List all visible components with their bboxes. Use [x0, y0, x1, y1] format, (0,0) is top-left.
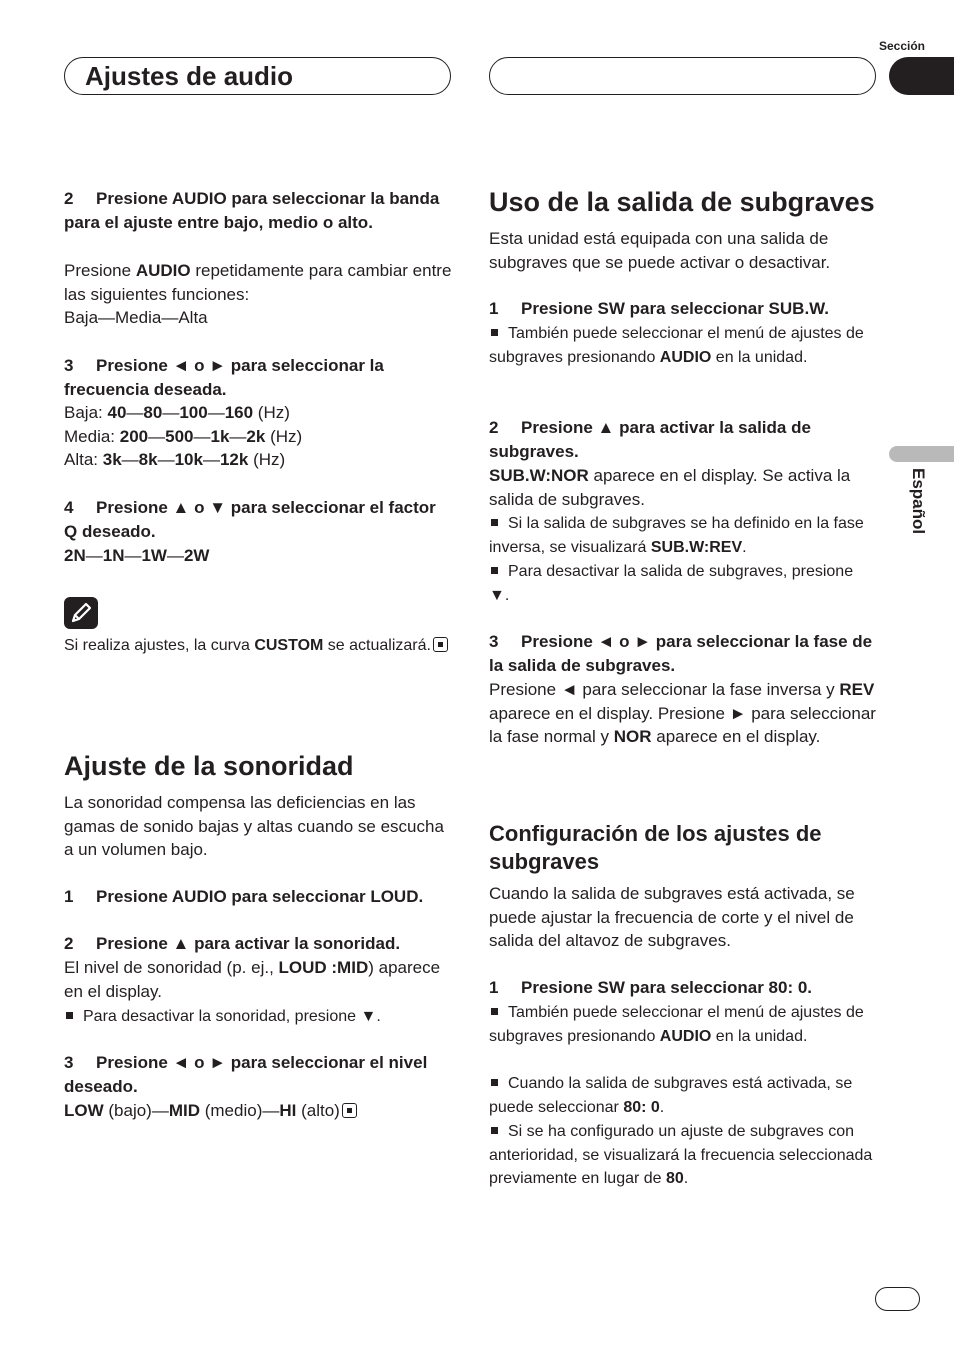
loud-step-2: [64, 932, 452, 956]
value: 100: [179, 403, 208, 422]
step-title: Presione ▲ para activar la sonoridad.: [96, 934, 401, 953]
text: Si la salida de subgraves se ha definido en la fase inversa, se visualizará: [489, 515, 864, 556]
text: (alto): [296, 1101, 340, 1120]
text: .: [659, 1098, 665, 1116]
text-bold: LOUD :MID: [278, 958, 369, 977]
step-number: 3: [64, 356, 74, 375]
text: También puede seleccionar el menú de ajustes de subgraves presionando: [489, 325, 864, 366]
text-bold: AUDIO: [135, 261, 191, 280]
dash: —: [124, 546, 142, 565]
text: (medio): [200, 1101, 263, 1120]
text: aparece en el display. Presione ► para seleccionar la fase normal y: [489, 703, 876, 747]
text: en la unidad.: [711, 348, 808, 366]
text: (bajo): [103, 1101, 152, 1120]
value: 500: [165, 426, 194, 446]
step-title: Presione AUDIO para seleccionar LOUD.: [96, 887, 424, 906]
dash: —: [207, 403, 225, 422]
cfg-step-1: [489, 976, 877, 1000]
text: repetidamente para cambiar entre las siguientes funciones:: [64, 261, 452, 304]
text: ) aparece en el display.: [64, 958, 441, 1001]
text-bold: SUB.W:NOR: [489, 466, 589, 485]
text-bold: 80: 0: [623, 1098, 660, 1116]
step-title: Presione SW para seleccionar SUB.W.: [521, 299, 830, 318]
value: 10k: [174, 450, 203, 470]
text-bold: 80: [666, 1170, 684, 1187]
dash: —: [229, 426, 247, 446]
bullet-square-icon: [491, 1079, 498, 1086]
step-number: 1: [64, 887, 74, 906]
page-number-frame: [875, 1287, 920, 1311]
dash: —: [126, 403, 144, 422]
bullet-square-icon: [491, 1127, 498, 1134]
step-4-q-factor: [64, 496, 452, 543]
value: 40: [107, 403, 127, 422]
value: 200: [119, 426, 149, 446]
value: 80: [143, 403, 163, 422]
text: se actualizará.: [323, 637, 431, 654]
step-number: 3: [64, 1053, 74, 1072]
cfg-step-1-bullet-2: [489, 1072, 877, 1119]
bullet-square-icon: [491, 519, 498, 526]
dash: —: [121, 450, 139, 470]
unit: (Hz): [265, 426, 303, 446]
step-number: 2: [489, 418, 499, 437]
text: .: [683, 1170, 689, 1187]
dash: —: [85, 546, 103, 565]
frequency-list: [64, 401, 452, 472]
value: 8k: [138, 450, 158, 470]
language-tab-label: Español: [909, 468, 928, 535]
end-of-section-icon: [342, 1103, 357, 1118]
band-sequence: Baja—Media—Alta: [64, 308, 208, 328]
page-title: Ajustes de audio: [85, 61, 294, 91]
loudness-intro: La sonoridad compensa las deficiencias en las gamas de sonido bajas y altas cuando se escucha a un volumen bajo.: [64, 793, 444, 860]
section-label: Sección: [878, 39, 926, 53]
value: LOW: [64, 1101, 104, 1120]
text-bold: AUDIO: [659, 348, 712, 366]
step-title: Presione ▲ para activar la salida de subgraves.: [489, 418, 811, 461]
bullet-square-icon: [66, 1012, 73, 1019]
value: 2W: [183, 546, 210, 565]
dash: —: [202, 450, 220, 470]
step-number: 1: [489, 299, 499, 318]
value: 2k: [246, 426, 266, 446]
step-number: 4: [64, 498, 74, 517]
value: 160: [224, 403, 254, 422]
step-title: Presione ◄ o ► para seleccionar el nivel deseado.: [64, 1053, 428, 1096]
section-tab: [889, 57, 954, 95]
subwoofer-heading: Uso de la salida de subgraves: [489, 187, 875, 217]
value: 3k: [102, 450, 122, 470]
sub-step-1: [489, 297, 877, 321]
text: Si se ha configurado un ajuste de subgraves con anterioridad, se visualizará la frecuencia seleccionada previamente en lugar de: [489, 1123, 873, 1187]
dash: —: [162, 403, 180, 422]
value: HI: [279, 1101, 297, 1120]
dash: —: [166, 546, 184, 565]
dash: —: [148, 426, 166, 446]
sub-step-3-body: [489, 678, 877, 749]
step-title: Presione ▲ o ▼ para seleccionar el factor Q deseado.: [64, 498, 436, 541]
bullet-square-icon: [491, 329, 498, 336]
sub-step-2-bullet-2: [489, 560, 877, 607]
sub-step-3: [489, 630, 877, 677]
text: Presione ◄ para seleccionar la fase inversa y: [489, 680, 840, 699]
step-2-eq-band: [64, 187, 452, 234]
cfg-step-1-bullet-1: [489, 1001, 877, 1048]
loudness-heading: Ajuste de la sonoridad: [64, 751, 354, 781]
text: Para desactivar la salida de subgraves, presione ▼.: [489, 563, 854, 604]
step-title: Presione ◄ o ► para seleccionar la fase de la salida de subgraves.: [489, 632, 873, 675]
cfg-step-1-bullet-3: [489, 1120, 877, 1191]
text-bold: NOR: [613, 727, 652, 747]
note-text: [64, 634, 452, 658]
text: Cuando la salida de subgraves está activada, se puede seleccionar: [489, 1075, 853, 1116]
unit: (Hz): [253, 403, 290, 422]
label-baja: Baja:: [64, 403, 108, 422]
step-number: 3: [489, 632, 499, 651]
header-blank-frame: [489, 57, 876, 95]
text: en la unidad.: [711, 1027, 808, 1045]
end-of-section-icon: [433, 637, 448, 652]
subwoofer-config-intro: Cuando la salida de subgraves está activada, se puede ajustar la frecuencia de corte y el nivel de salida del altavoz de subgraves.: [489, 884, 855, 951]
text: aparece en el display.: [651, 727, 821, 747]
loud-step-3: [64, 1051, 452, 1098]
sub-step-2-bullet-1: [489, 512, 877, 559]
text-bold: AUDIO: [659, 1027, 712, 1045]
text: También puede seleccionar el menú de ajustes de subgraves presionando: [489, 1004, 864, 1045]
loud-step-1: [64, 885, 452, 909]
step-3-frequency: [64, 354, 452, 401]
text-bold: REV: [839, 680, 875, 699]
sub-step-2: [489, 416, 877, 463]
dash: —: [193, 426, 211, 446]
value: MID: [168, 1101, 201, 1120]
note-pencil-icon: [64, 597, 98, 629]
value: 2N: [64, 546, 86, 565]
loud-step-2-bullet: [64, 1005, 452, 1029]
text-bold: SUB.W:REV: [650, 538, 743, 556]
subwoofer-intro: Esta unidad está equipada con una salida de subgraves que se puede activar o desactivar.: [489, 229, 831, 272]
dash: —: [262, 1101, 280, 1120]
step-title: Presione ◄ o ► para seleccionar la frecuencia deseada.: [64, 356, 384, 399]
loud-step-2-body: [64, 956, 452, 1003]
text: El nivel de sonoridad (p. ej.,: [64, 958, 279, 977]
step-number: 2: [64, 934, 74, 953]
subwoofer-config-heading: Configuración de los ajustes de subgraves: [489, 821, 822, 874]
bullet-text: Para desactivar la sonoridad, presione ▼.: [83, 1008, 381, 1025]
bullet-square-icon: [491, 567, 498, 574]
bullet-square-icon: [491, 1008, 498, 1015]
label-alta: Alta:: [64, 450, 103, 470]
text: aparece en el display. Se activa la salida de subgraves.: [489, 466, 851, 509]
text-bold: CUSTOM: [254, 637, 324, 654]
dash: —: [157, 450, 175, 470]
q-factor-values: [64, 544, 452, 568]
step-2-body: [64, 259, 452, 330]
step-number: 1: [489, 978, 499, 997]
text: .: [742, 538, 747, 556]
language-tab-marker: [889, 446, 954, 462]
loud-levels: [64, 1099, 452, 1123]
value: 1k: [210, 426, 230, 446]
value: 12k: [219, 450, 249, 470]
label-media: Media:: [64, 426, 120, 446]
step-title: Presione SW para seleccionar 80: 0.: [521, 978, 813, 997]
sub-step-1-bullet: [489, 322, 877, 369]
value: 1N: [102, 546, 125, 565]
step-number: 2: [64, 189, 74, 208]
sub-step-2-body: [489, 464, 877, 511]
dash: —: [151, 1101, 169, 1120]
unit: (Hz): [248, 450, 286, 470]
value: 1W: [141, 546, 167, 565]
text: Si realiza ajustes, la curva: [64, 637, 255, 654]
text: Presione: [64, 261, 136, 280]
step-title: Presione AUDIO para seleccionar la banda para el ajuste entre bajo, medio o alto.: [64, 189, 440, 232]
header-title-frame: [64, 57, 451, 95]
